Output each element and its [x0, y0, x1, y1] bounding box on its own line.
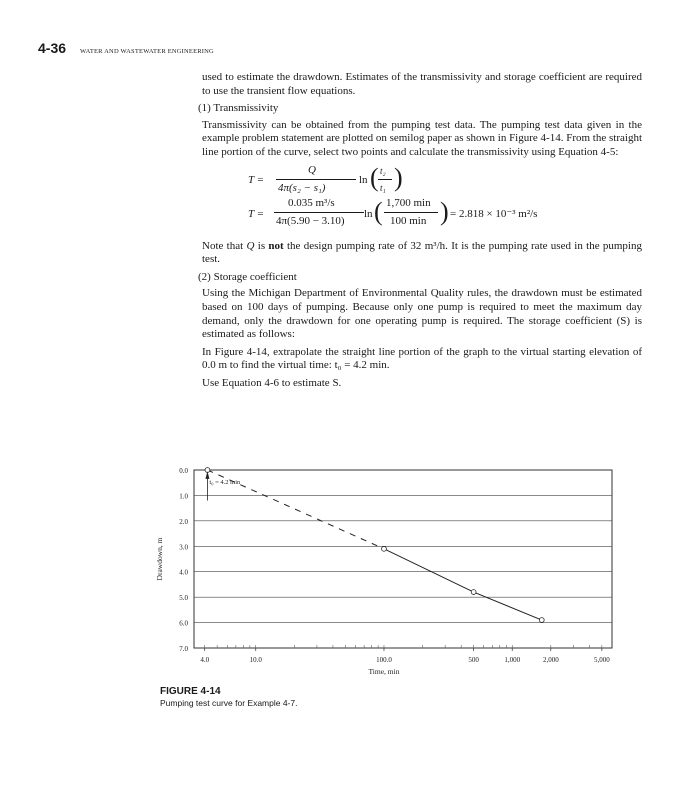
storage-paragraph: Using the Michigan Department of Environmental Quality rules, the drawdown must be estimated based on 100 days of pumping. Because only one pump is required to meet the maximum day demand, only the drawdown for one operating pump is required. The storage coefficient (S) is estimated as follows: — [202, 287, 642, 341]
eq1-left-paren: ( — [370, 162, 379, 192]
data-point-marker — [382, 546, 387, 551]
note-part1: Note that — [202, 239, 247, 252]
x-axis-label: Time, min — [368, 667, 400, 676]
use-equation-paragraph: Use Equation 4-6 to estimate S. — [202, 376, 342, 389]
figure-caption: Pumping test curve for Example 4-7. — [160, 698, 298, 708]
eq2-result: = 2.818 × 10⁻³ m²/s — [450, 207, 538, 220]
note-part2: is — [254, 239, 269, 252]
x-tick-label: 2,000 — [542, 656, 559, 664]
x-tick-label: 4.0 — [200, 656, 210, 664]
eq1-frac-den: t₁ — [380, 182, 386, 193]
data-point-marker — [539, 618, 544, 623]
eq1-numerator: Q — [308, 163, 316, 176]
eq1-ln: ln — [359, 173, 368, 186]
y-tick-label: 5.0 — [179, 594, 188, 603]
figure-4-14-chart — [150, 460, 640, 680]
note-not-bold: not — [268, 239, 284, 252]
running-title: WATER AND WASTEWATER ENGINEERING — [80, 48, 214, 55]
y-tick-label: 3.0 — [179, 543, 188, 552]
y-tick-label: 1.0 — [179, 492, 188, 501]
chart-svg — [150, 460, 640, 680]
x-tick-label: 5,000 — [593, 656, 610, 664]
eq1-denominator: 4π(s₂ − s₁) — [278, 181, 326, 194]
x-tick-label: 100.0 — [376, 656, 392, 664]
data-point-marker — [471, 590, 476, 595]
x-tick-label: 10.0 — [249, 656, 262, 664]
section-heading-storage: (2) Storage coefficient — [198, 270, 297, 283]
eq2-lhs: T = — [248, 207, 265, 220]
intro-paragraph: used to estimate the drawdown. Estimates of the transmissivity and storage coefficient are required to use the transient flow equations. — [202, 71, 642, 97]
page-number: 4-36 — [38, 40, 67, 56]
eq2-frac-num: 1,700 min — [386, 196, 431, 209]
y-tick-label: 2.0 — [179, 517, 188, 526]
transmissivity-paragraph: Transmissivity can be obtained from the pumping test data. The pumping test data given in the example problem statement are plotted on semilog paper as shown in Figure 4-14. From the straight line portion of the curve, select two points and calculate the transmissivity using Equation 4-5: — [202, 118, 642, 158]
eq2-inner-bar — [384, 212, 438, 213]
eq2-left-paren: ( — [374, 196, 383, 226]
equation-transmissivity-calc — [248, 196, 642, 240]
equation-4-5 — [248, 164, 642, 196]
eq2-frac-den: 100 min — [390, 214, 427, 227]
y-axis-label: Drawdown, m — [155, 537, 164, 581]
x-tick-label: 500 — [468, 656, 479, 664]
eq1-fraction-bar — [276, 179, 356, 180]
y-tick-label: 4.0 — [179, 568, 188, 577]
eq1-frac-num: t₂ — [380, 165, 386, 176]
eq2-fraction-bar — [274, 212, 364, 213]
eq2-right-paren: ) — [440, 196, 449, 226]
body-text — [198, 71, 642, 395]
eq2-ln: ln — [364, 207, 373, 220]
extrapolate-paragraph: In Figure 4-14, extrapolate the straight line portion of the graph to the virtual starting elevation of 0.0 m to find the virtual time: t₀ = 4.2 min. — [202, 345, 642, 372]
y-tick-label: 6.0 — [179, 619, 188, 628]
annotation-t0-label: t₀ = 4.2 min — [209, 478, 241, 486]
eq2-denominator: 4π(5.90 − 3.10) — [276, 214, 345, 227]
note-q-symbol: Q — [246, 239, 255, 252]
y-tick-label: 0.0 — [179, 467, 188, 475]
figure-label: FIGURE 4-14 — [160, 686, 221, 697]
figure-caption-block — [160, 686, 297, 708]
section-heading-transmissivity: (1) Transmissivity — [198, 102, 279, 115]
note-paragraph — [202, 240, 642, 267]
eq1-inner-bar — [378, 179, 392, 180]
y-tick-label: 7.0 — [179, 645, 188, 653]
note-part3: the design pumping rate of 32 m³/h. It is the pumping rate used in the pumping test. — [202, 239, 642, 266]
page-header — [38, 40, 214, 56]
plot-frame — [194, 470, 612, 648]
eq2-numerator: 0.035 m³/s — [288, 196, 335, 209]
eq1-lhs: T = — [248, 173, 265, 186]
eq1-right-paren: ) — [394, 162, 403, 192]
solid-data-line — [384, 549, 542, 620]
x-tick-label: 1,000 — [504, 656, 521, 664]
